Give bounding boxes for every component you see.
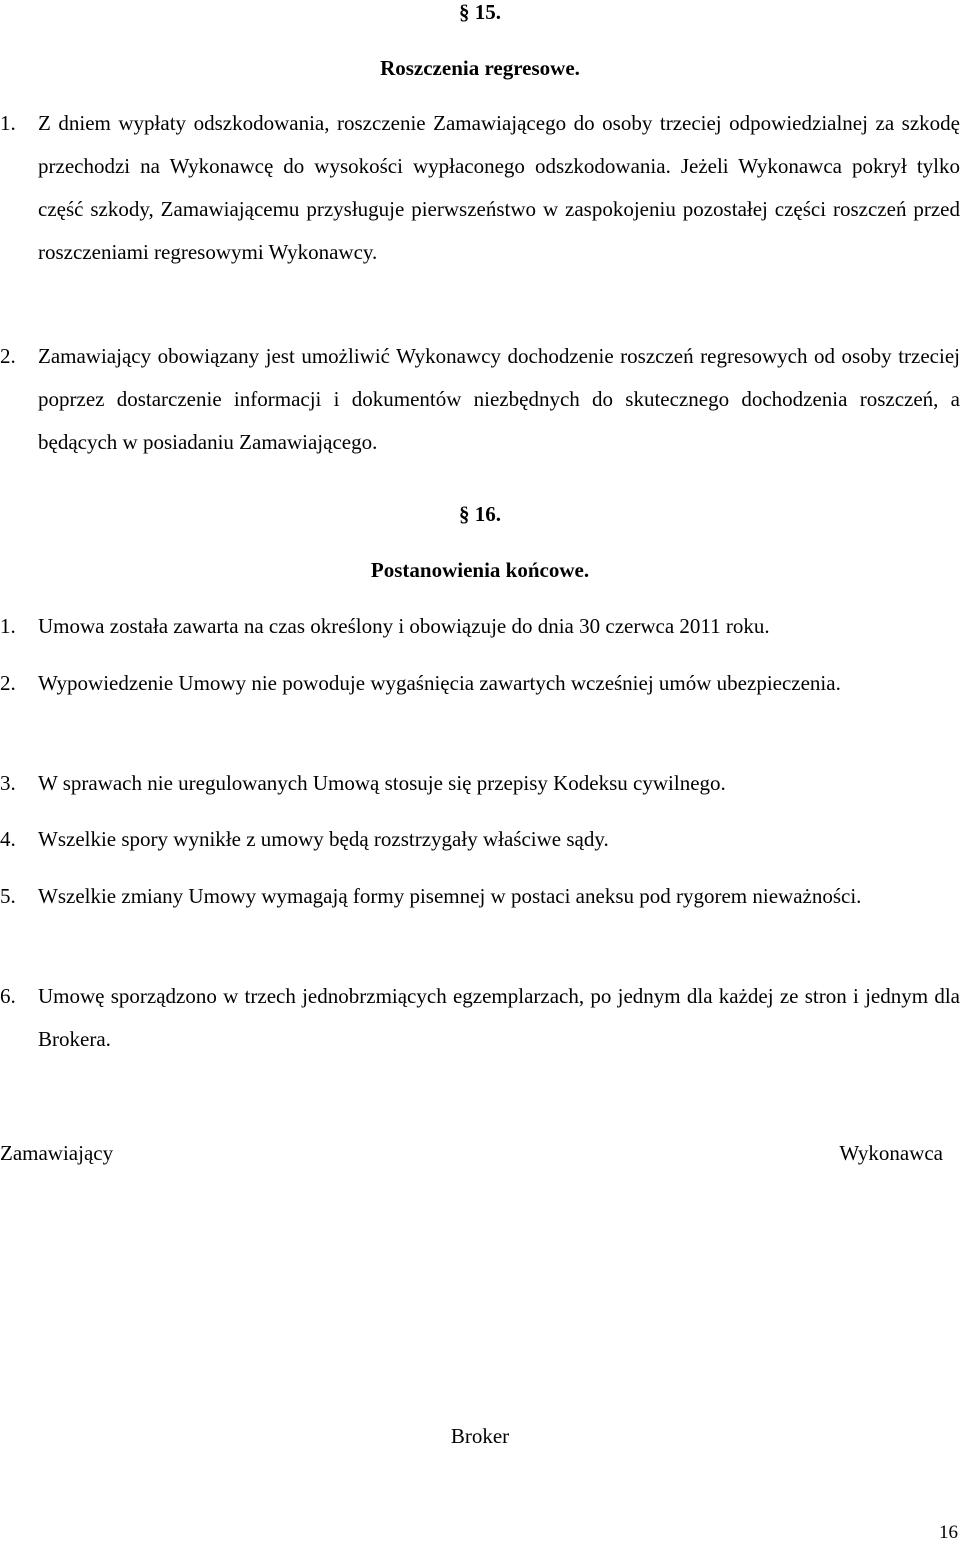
section-16-item-5 [0,875,960,918]
item-text: Umowę sporządzono w trzech jednobrzmiących egzemplarzach, po jednym dla każdej ze stron i jednym dla Brokera. [38,984,960,1051]
item-text: Z dniem wypłaty odszkodowania, roszczenie Zamawiającego do osoby trzeciej odpowiedzialnej za szkodę przechodzi na Wykonawcę do wysokości wypłaconego odszkodowania. Jeżeli Wykonawca pokrył tylko część szkody, Zamawiającemu przysługuje pierwszeństwo w zaspokojeniu pozostałej części roszczeń przed roszczeniami regresowymi Wykonawcy. [38,111,960,264]
section-16-item-4 [0,818,960,861]
item-number: 2. [0,344,16,368]
section-15-title: Roszczenia regresowe. [380,56,580,80]
section-15-item-1 [0,102,960,274]
section-15-item-2 [0,335,960,464]
section-16-item-2 [0,662,960,705]
signature-zamawiajacy: Zamawiający [0,1141,114,1165]
item-number: 5. [0,884,16,908]
item-text: W sprawach nie uregulowanych Umową stosuje się przepisy Kodeksu cywilnego. [38,771,726,795]
section-16-title: Postanowienia końcowe. [370,558,590,582]
section-16-item-3 [0,762,960,805]
signature-broker: Broker [450,1424,510,1448]
item-text: Umowa została zawarta na czas określony i obowiązuje do dnia 30 czerwca 2011 roku. [38,614,770,638]
section-15-number: § 15. [459,0,501,24]
page-number: 16 [939,1522,958,1543]
section-16-item-6 [0,975,960,1061]
item-number: 1. [0,614,16,638]
item-number: 3. [0,771,16,795]
item-number: 2. [0,671,16,695]
item-number: 4. [0,827,16,851]
item-number: 1. [0,111,16,135]
item-text: Wszelkie spory wynikłe z umowy będą rozstrzygały właściwe sądy. [38,827,609,851]
section-16-number: § 16. [459,502,501,526]
item-text: Zamawiający obowiązany jest umożliwić Wykonawcy dochodzenie roszczeń regresowych od osoby trzeciej poprzez dostarczenie informacji i dokumentów niezbędnych do skutecznego dochodzenia roszczeń, a będących w posiadaniu Zamawiającego. [38,344,960,454]
item-number: 6. [0,984,16,1008]
item-text: Wszelkie zmiany Umowy wymagają formy pisemnej w postaci aneksu pod rygorem nieważności. [38,884,862,908]
section-16-item-1 [0,605,960,648]
item-text: Wypowiedzenie Umowy nie powoduje wygaśnięcia zawartych wcześniej umów ubezpieczenia. [38,671,841,695]
signature-wykonawca: Wykonawca [839,1141,943,1165]
